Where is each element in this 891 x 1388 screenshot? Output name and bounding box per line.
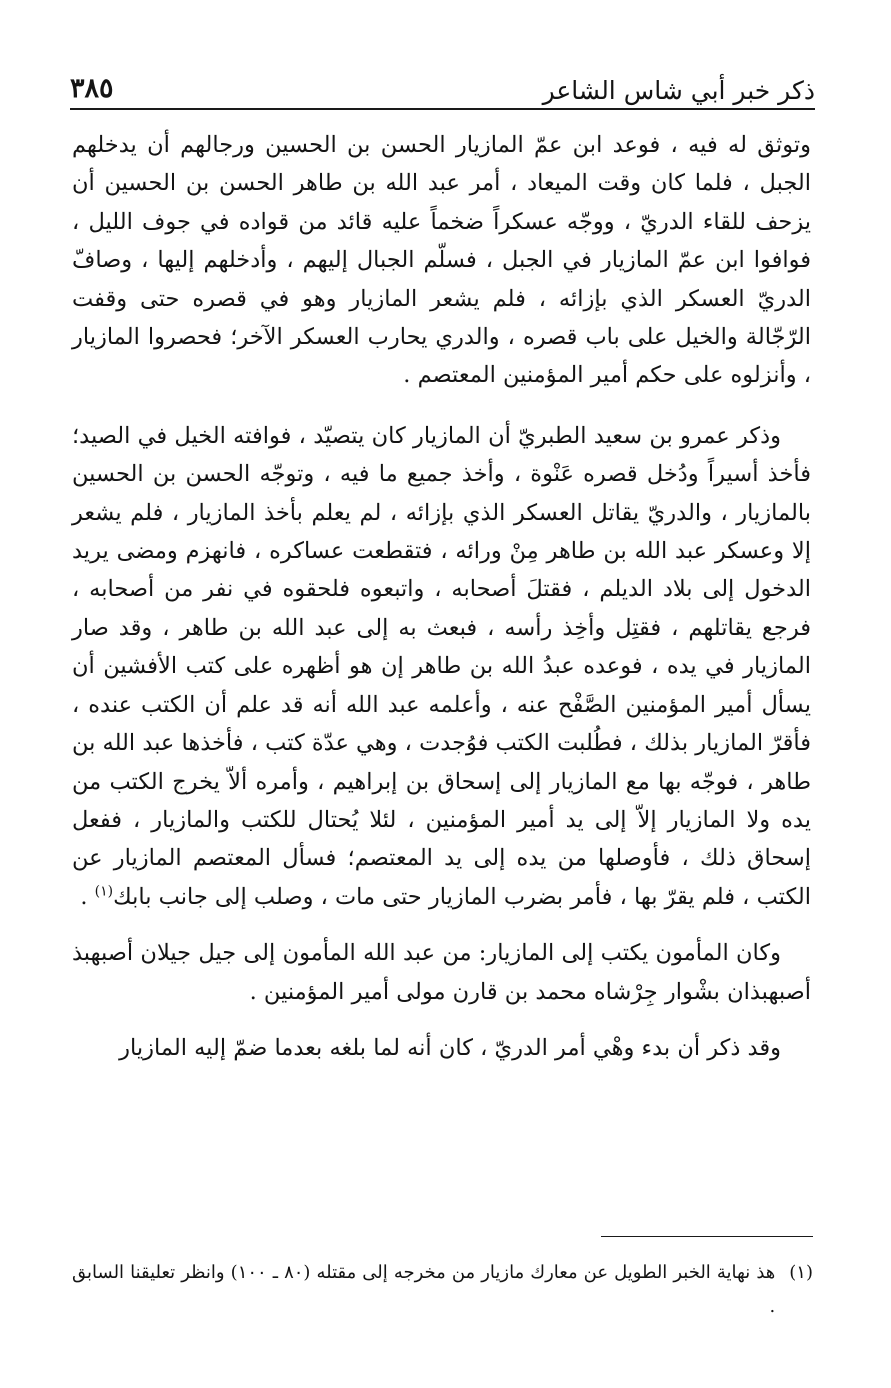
footnote-marker: (١) bbox=[789, 1262, 813, 1283]
page-number: ٣٨٥ bbox=[70, 73, 114, 105]
footnote-reference: (١) bbox=[94, 883, 114, 900]
paragraph-continuation: وتوثق له فيه ، فوعد ابن عمّ المازيار الحسن بن الحسين ورجالهم أن يدخلهم الجبل ، فلما كان وقت الميعاد ، أمر عبد الله بن طاهر الحسن بن الحسين أن يزحف للقاء الدريّ ، ووجّه عسكراً ضخماً عليه قائد من قواده في جوف الليل ، فوافوا ابن عمّ المازيار في الجبل ، فسلّم الجبال إليهم ، وأدخلهم إليها ، وصافّ الدريّ العسكر الذي بإزائه ، فلم يشعر المازيار وهو في قصره حتى وقفت الرّجّالة والخيل على باب قصره ، والدري يحارب العسكر الآخر؛ فحصروا المازيار ، وأنزلوه على حكم أمير المؤمنين المعتصم . bbox=[72, 132, 811, 389]
footnote-text: هذ نهاية الخبر الطويل عن معارك مازيار من مخرجه إلى مقتله (٨٠ ـ ١٠٠) وانظر تعليقنا السابق . bbox=[72, 1262, 776, 1317]
running-title: ذكر خبر أبي شاس الشاعر bbox=[542, 75, 815, 105]
footnote-separator bbox=[601, 1236, 813, 1237]
body-text bbox=[72, 126, 811, 1089]
paragraph-mamun-letter: وكان المأمون يكتب إلى المازيار: من عبد الله المأمون إلى جيل جيلان أصبهبذ أصبهبذان بشْوار جِرْشاه محمد بن قارن مولى أمير المؤمنين . bbox=[72, 940, 811, 1005]
paragraph-text: وذكر عمرو بن سعيد الطبريّ أن المازيار كان يتصيّد ، فوافته الخيل في الصيد؛ فأخذ أسيراً ودُخل قصره عَنْوة ، وأخذ جميع ما فيه ، وتوجّه الحسن بن الحسين بالمازيار ، والدريّ يقاتل العسكر الذي بإزائه ، لم يعلم بأخذ المازيار ، فلم يشعر إلا وعسكر عبد الله بن طاهر مِنْ ورائه ، فتقطعت عساكره ، فانهزم ومضى يريد الدخول إلى بلاد الديلم ، فقتلَ أصحابه ، واتبعوه فلحقوه في نفر من أصحابه ، فرجع يقاتلهم ، فقتِل وأخِذ رأسه ، فبعث به إلى عبد الله بن طاهر ، وقد صار المازيار في يده ، فوعده عبدُ الله بن طاهر إن هو أظهره على كتب الأفشين أن يسأل أمير المؤمنين الصَّفْح عنه ، وأعلمه عبد الله أنه قد علم أن الكتب عنده ، فأقرّ المازيار بذلك ، فطُلبت الكتب فوُجدت ، وهي عدّة كتب ، فأخذها عبد الله بن طاهر ، فوجّه بها مع المازيار إلى إسحاق بن إبراهيم ، وأمره ألاّ يخرج الكتب من يده ولا المازيار إلاّ إلى يد أمير المؤمنين ، لئلا يُحتال للكتب والمازيار ، ففعل إسحاق ذلك ، فأوصلها من يده إلى يد المعتصم؛ فسأل المعتصم المازيار عن الكتب ، فلم يقرّ بها ، فأمر بضرب المازيار حتى مات ، وصلب إلى جانب بابك bbox=[72, 422, 811, 910]
paragraph-durri-decline: وقد ذكر أن بدء وهْي أمر الدريّ ، كان أنه لما بلغه بعدما ضمّ إليه المازيار bbox=[119, 1034, 781, 1061]
running-header bbox=[70, 70, 815, 110]
paragraph-end-punctuation: . bbox=[80, 883, 95, 910]
footnote bbox=[72, 1256, 813, 1324]
paragraph-tabari-account bbox=[72, 417, 811, 916]
